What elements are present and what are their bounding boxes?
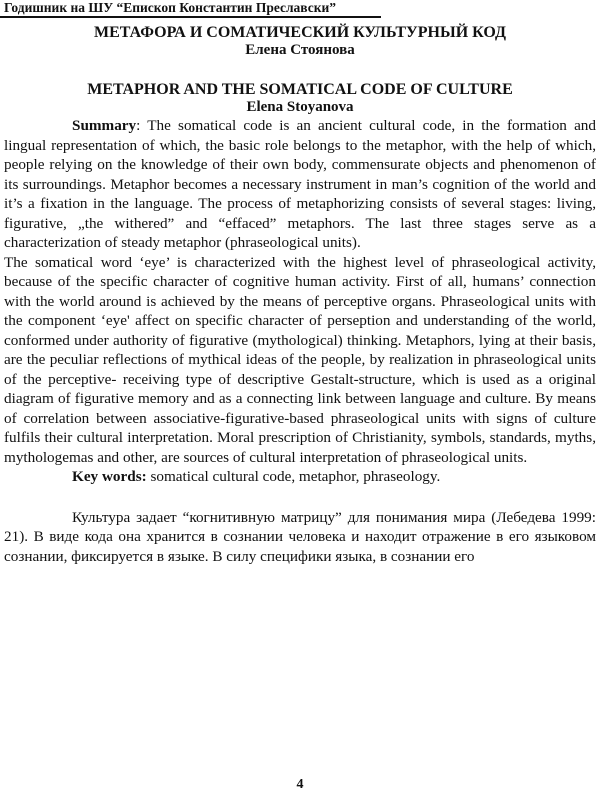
summary-label: Summary: [72, 117, 137, 134]
bulgarian-author: Елена Стоянова: [245, 42, 355, 58]
summary-paragraph: [4, 116, 596, 253]
section-gap: [4, 487, 596, 508]
keywords-label: Key words:: [72, 468, 147, 485]
running-header-text: Годишник на ШУ “Епископ Константин Преславски”: [4, 0, 337, 15]
summary-text: : The somatical code is an ancient cultural code, in the formation and lingual representation of which, the basic role belongs to the metaphor, with the help of which, people relying on the knowledge of their own body, commensurate objects and phenomenon of its surroundings. Metaphor becomes a necessary instrument in man’s cognition of the world and it’s a fixation in the language. The process of metaphorizing consists of several stages: living, figurative, „the withered” and “effaced” metaphors. The last three stages serve as a characterization of steady metaphor (phraseological units).: [4, 117, 596, 251]
title-spacer: [4, 59, 596, 81]
running-header: [0, 0, 381, 18]
article-content: [4, 24, 596, 744]
keywords-text: somatical cultural code, metaphor, phraseology.: [146, 468, 441, 485]
english-title: METAPHOR AND THE SOMATICAL CODE OF CULTURE: [87, 81, 513, 98]
page-number: 4: [296, 777, 304, 792]
body-paragraph: The somatical word ‘eye’ is characterized with the highest level of phraseological activity, because of the specific character of cognitive human activity. First of all, humans’ connection with the world around is achieved by the means of perceptive organs. Phraseological units with the component ‘eye' affect on specific character of perseption and understanding of the world, conformed under authority of figurative (mythological) thinking. Metaphors, lying at their basis, are the peculiar reflections of mythical ideas of the people, by realization in phraseological units of the perceptive- receiving type of descriptive Gestalt-structure, which is used as a original diagram of figurative memory and as a connecting link between language and culture. By means of correlation between associative-figurative-based phraseological units with signs of culture fulfils their cultural interpretation. Moral prescription of Christianity, symbols, standards, myths, mythologemas and other, are sources of cultural interpretation of phraseological units.: [4, 253, 596, 466]
keywords-paragraph: [4, 467, 596, 487]
russian-paragraph: Культура задает “когнитивную матрицу” для понимания мира (Лебедева 1999: 21). В виде кода она хранится в сознании человека и находит отражение в его языковом сознании, фиксируется в языке. В силу специфики языка, в сознании его: [4, 508, 596, 565]
bulgarian-title: МЕТАФОРА И СОМАТИЧЕСКИЙ КУЛЬТУРНЫЙ КОД: [94, 24, 506, 41]
english-author: Elena Stoyanova: [246, 99, 354, 115]
